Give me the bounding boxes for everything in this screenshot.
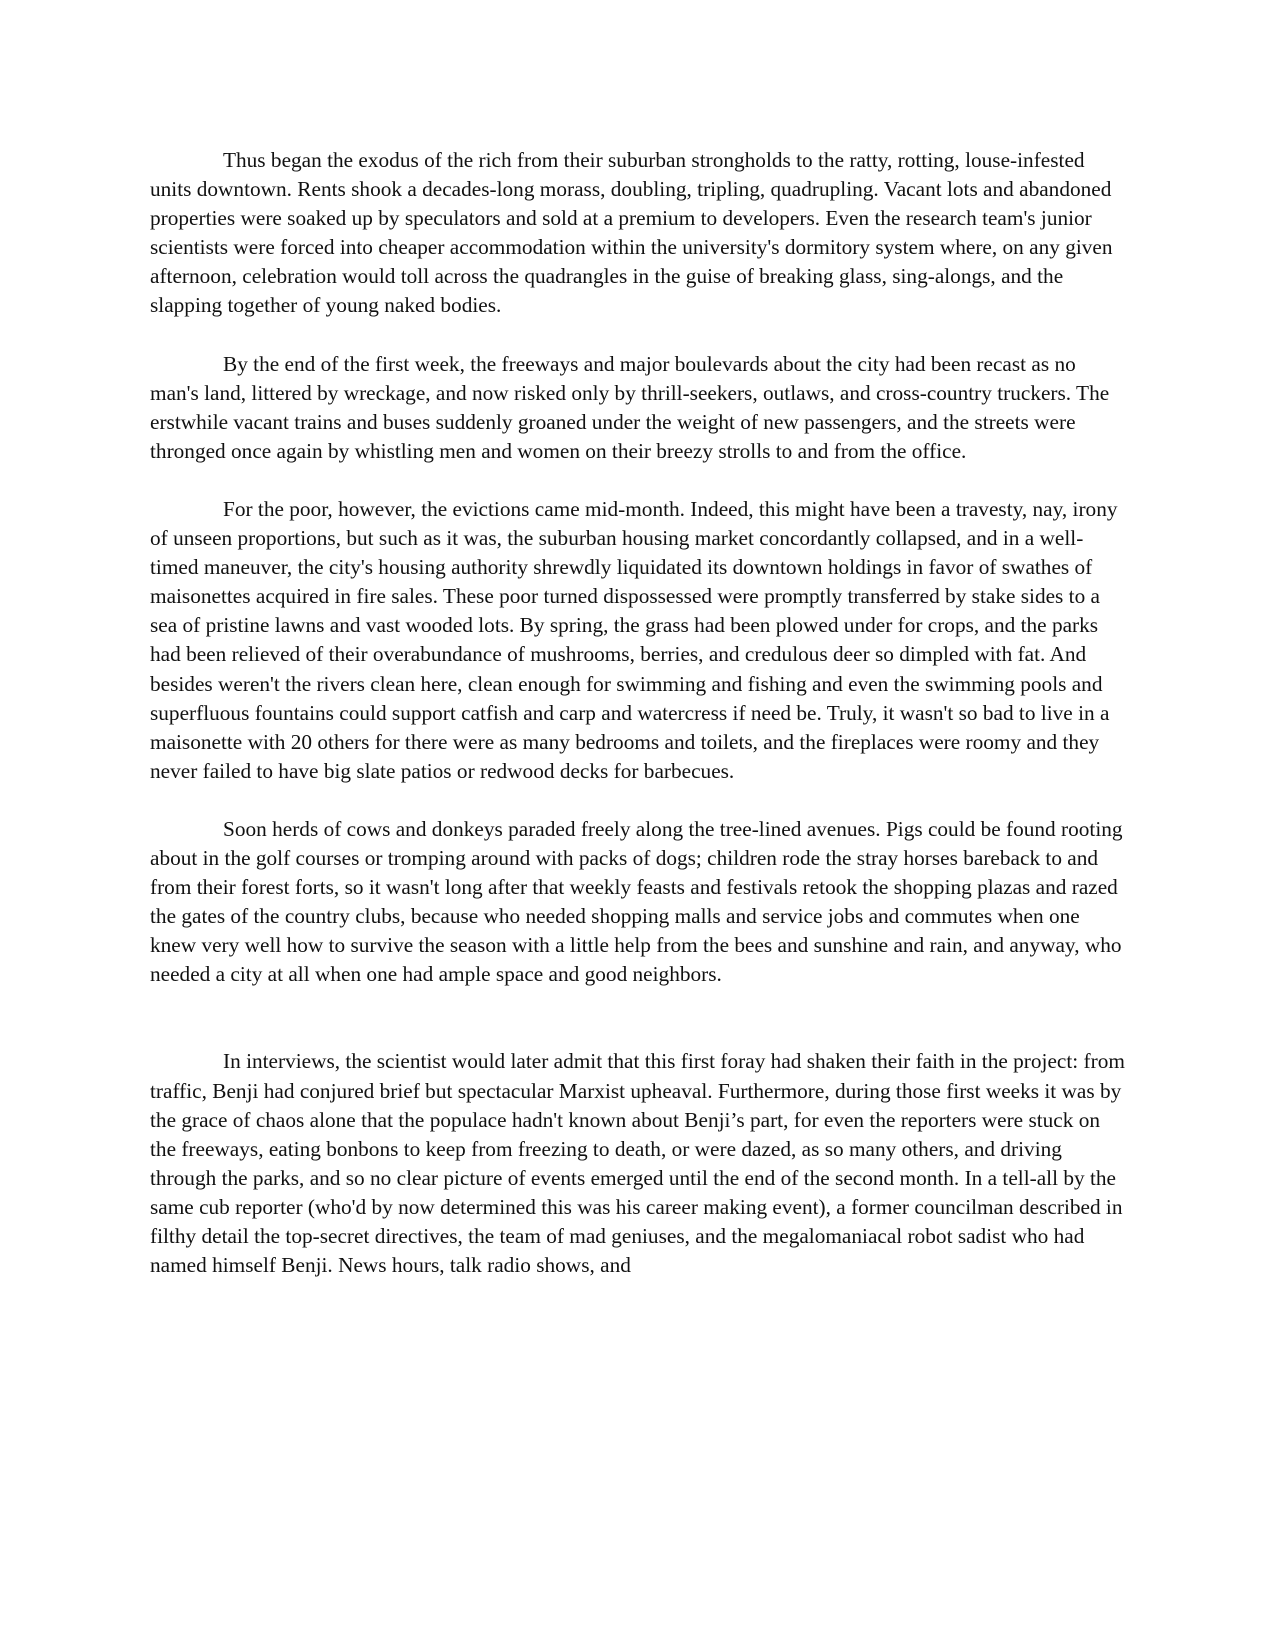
paragraph-first-week: By the end of the first week, the freeways and major boulevards about the city had been recast as no man's land, littered by wreckage, and now risked only by thrill-seekers, outlaws, and cross-country truckers. The erstwhile vacant trains and buses suddenly groaned under the weight of new passengers, and the streets were thronged once again by whistling men and women on their breezy strolls to and from the office. [150,351,1110,463]
paragraph-evictions: For the poor, however, the evictions came mid-month. Indeed, this might have been a travesty, nay, irony of unseen proportions, but such as it was, the suburban housing market concordantly collapsed, and in a well-timed maneuver, the city's housing authority shrewdly liquidated its downtown holdings in favor of swathes of maisonettes acquired in fire sales. These poor turned dispossessed were promptly transferred by stake sides to a sea of pristine lawns and vast wooded lots. By spring, the grass had been plowed under for crops, and the parks had been relieved of their overabundance of mushrooms, berries, and credulous deer so dimpled with fat. And besides weren't the rivers clean here, clean enough for swimming and fishing and even the swimming pools and superfluous fountains could support catfish and carp and watercress if need be. Truly, it wasn't so bad to live in a maisonette with 20 others for there were as many bedrooms and toilets, and the fireplaces were roomy and they never failed to have big slate patios or redwood decks for barbecues. [150,496,1118,783]
document-page [150,146,1128,1309]
paragraph-herds: Soon herds of cows and donkeys paraded freely along the tree-lined avenues. Pigs could be found rooting about in the golf courses or tromping around with packs of dogs; children rode the stray horses bareback to and from their forest forts, so it wasn't long after that weekly feasts and festivals retook the shopping plazas and razed the gates of the country clubs, because who needed shopping malls and service jobs and commutes when one knew very well how to survive the season with a little help from the bees and sunshine and rain, and anyway, who needed a city at all when one had ample space and good neighbors. [150,816,1123,987]
paragraph-exodus: Thus began the exodus of the rich from their suburban strongholds to the ratty, rotting, louse-infested units downtown. Rents shook a decades-long morass, doubling, tripling, quadrupling. Vacant lots and abandoned properties were soaked up by speculators and sold at a premium to developers. Even the research team's junior scientists were forced into cheaper accommodation within the university's dormitory system where, on any given afternoon, celebration would toll across the quadrangles in the guise of breaking glass, sing-alongs, and the slapping together of young naked bodies. [150,148,1113,318]
paragraph-interviews: In interviews, the scientist would later admit that this first foray had shaken their faith in the project: from traffic, Benji had conjured brief but spectacular Marxist upheaval. Furthermore, during those first weeks it was by the grace of chaos alone that the populace hadn't known about Benji’s part, for even the reporters were stuck on the freeways, eating bonbons to keep from freezing to death, or were dazed, as so many others, and driving through the parks, and so no clear picture of events emerged until the end of the second month. In a tell-all by the same cub reporter (who'd by now determined this was his career making event), a former councilman described in filthy detail the top-secret directives, the team of mad geniuses, and the megalomaniacal robot sadist who had named himself Benji. News hours, talk radio shows, and [150,1049,1125,1278]
